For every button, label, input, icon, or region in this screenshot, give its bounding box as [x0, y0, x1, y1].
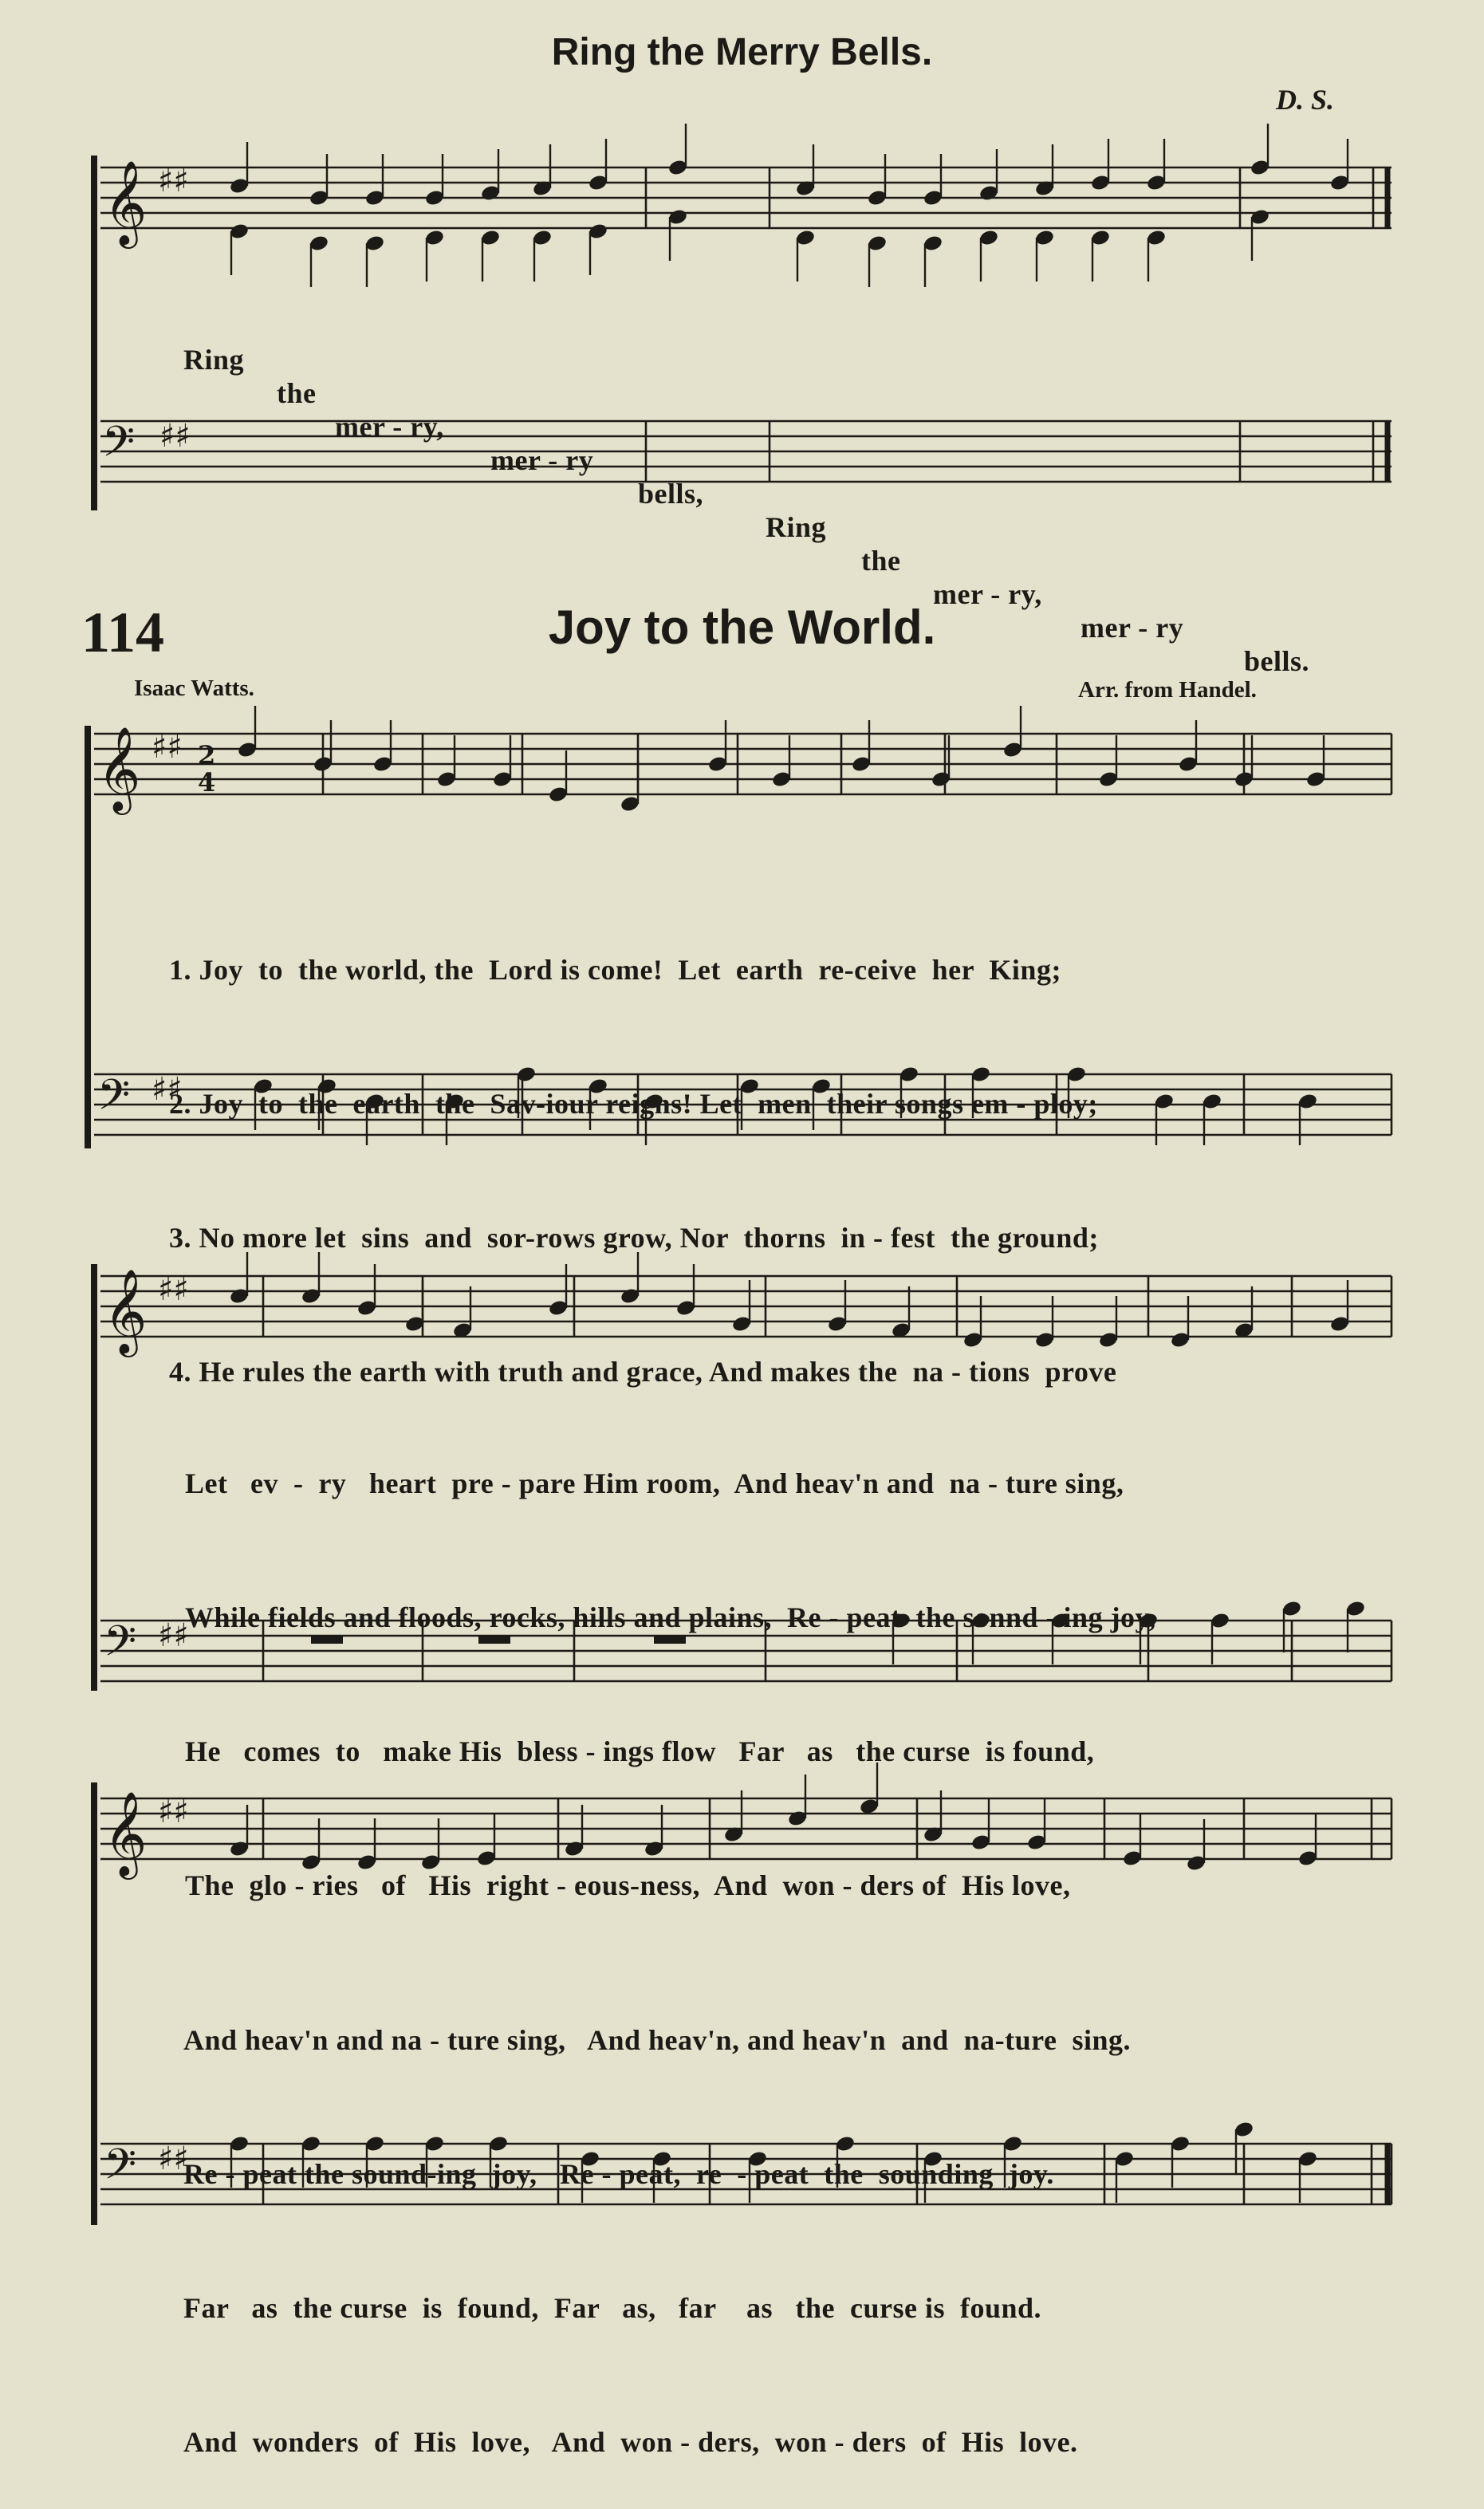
system1-lyrics [169, 858, 1116, 1439]
verse-line: While fields and floods, rocks, hills and plains, Re - peat the sonnd - ing joy, [185, 1601, 1156, 1633]
treble-clef-icon: 𝄞 [104, 1268, 148, 1353]
note-head [1178, 720, 1199, 773]
composer: Arr. from Handel. [1078, 677, 1257, 703]
key-signature-icon: ♯♯ [152, 729, 183, 766]
note-head [1002, 706, 1023, 758]
svg-text:♯♯: ♯♯ [158, 163, 189, 199]
lyric: Ring [183, 344, 245, 376]
bass-clef-icon: 𝄢 [104, 2141, 137, 2200]
bass-clef-icon: 𝄢 [104, 1617, 137, 1676]
note-head [1098, 735, 1119, 788]
author: Isaac Watts. [134, 676, 254, 701]
hymn1-title: Ring the Merry Bells. [551, 31, 933, 73]
verse-line: Let ev - ry heart pre - pare Him room, And heav'n and na - ture sing, [185, 1467, 1124, 1499]
verse-line: 4. He rules the earth with truth and grace, And makes the na - tions prove [169, 1356, 1117, 1388]
lyric: mer - ry [1081, 612, 1184, 644]
note-head [237, 706, 258, 758]
note-head [771, 735, 792, 788]
note-head [620, 760, 640, 813]
lyric: bells, [638, 478, 704, 510]
lyric: mer - ry, [335, 411, 444, 443]
verse-line: Far as the curse is found, Far as, far as the curse is found. [183, 2292, 1042, 2324]
verse-line: 3. No more let sins and sor-rows grow, Nor thorns in - fest the ground; [169, 1222, 1099, 1254]
key-signature-icon: ♯♯ [158, 1271, 189, 1308]
bass-clef-icon: 𝄢 [97, 1071, 131, 1130]
note-head [1210, 1612, 1230, 1664]
key-signature-icon: ♯♯ [152, 1071, 183, 1108]
verse-line: And wonders of His love, And won - ders, won - ders of His love. [183, 2426, 1078, 2458]
note-head [1297, 1814, 1318, 1867]
note-head [707, 720, 728, 773]
lyric: bells. [1244, 645, 1310, 677]
ds-mark: D. S. [1276, 84, 1335, 116]
note-head [492, 735, 513, 788]
system3-lyrics [183, 1928, 1131, 2509]
lyric: the [861, 545, 901, 577]
time-signature: 4 [198, 767, 216, 798]
note-head [1297, 2150, 1318, 2203]
treble-clef-icon: 𝄞 [97, 726, 141, 811]
key-signature-icon: ♯♯ [158, 1794, 189, 1830]
note-head [1234, 1286, 1254, 1339]
verse-line: The glo - ries of His right - eous-ness, And won - ders of His love, [185, 1869, 1071, 1901]
time-signature: 2 [198, 740, 216, 770]
key-signature-icon: ♯♯ [158, 2141, 189, 2177]
verse-line: Re - peat the sound-ing joy, Re - peat, re - peat the sounding joy. [183, 2158, 1054, 2190]
hymn-number: 114 [81, 601, 165, 664]
lyric: mer - ry, [933, 578, 1042, 610]
note-head [851, 720, 872, 773]
note-head [1170, 2135, 1191, 2188]
verse-line: 1. Joy to the world, the Lord is come! Let earth re-ceive her King; [169, 954, 1061, 986]
note-head [1345, 1600, 1366, 1652]
hymn2-title: Joy to the World. [548, 601, 936, 654]
treble-clef-icon: 𝄞 [104, 1790, 148, 1876]
verse-line: And heav'n and na - ture sing, And heav'n, and heav'n and na-ture sing. [183, 2024, 1132, 2056]
system2-lyrics [185, 1372, 1156, 1952]
verse-line: He comes to make His bless - ings flow Far as the curse is found, [185, 1735, 1095, 1767]
note-head [372, 720, 393, 773]
note-head [436, 735, 457, 788]
key-signature-icon: ♯♯ [158, 1617, 189, 1654]
svg-text:♯♯: ♯♯ [159, 418, 191, 455]
note-head [548, 750, 569, 803]
note-head [931, 735, 951, 788]
svg-text:𝄞: 𝄞 [104, 160, 148, 245]
verse-line: 2. Joy to the earth the Sav-iour reigns! Let men their songs em - ploy; [169, 1088, 1098, 1120]
note-head [1186, 1819, 1206, 1872]
lyric: mer - ry [490, 444, 594, 476]
lyric: Ring [766, 511, 827, 543]
note-head [1305, 735, 1326, 788]
svg-text:𝄢: 𝄢 [102, 418, 136, 477]
lyric: the [277, 377, 317, 409]
system1-treble-staff [94, 706, 1391, 815]
